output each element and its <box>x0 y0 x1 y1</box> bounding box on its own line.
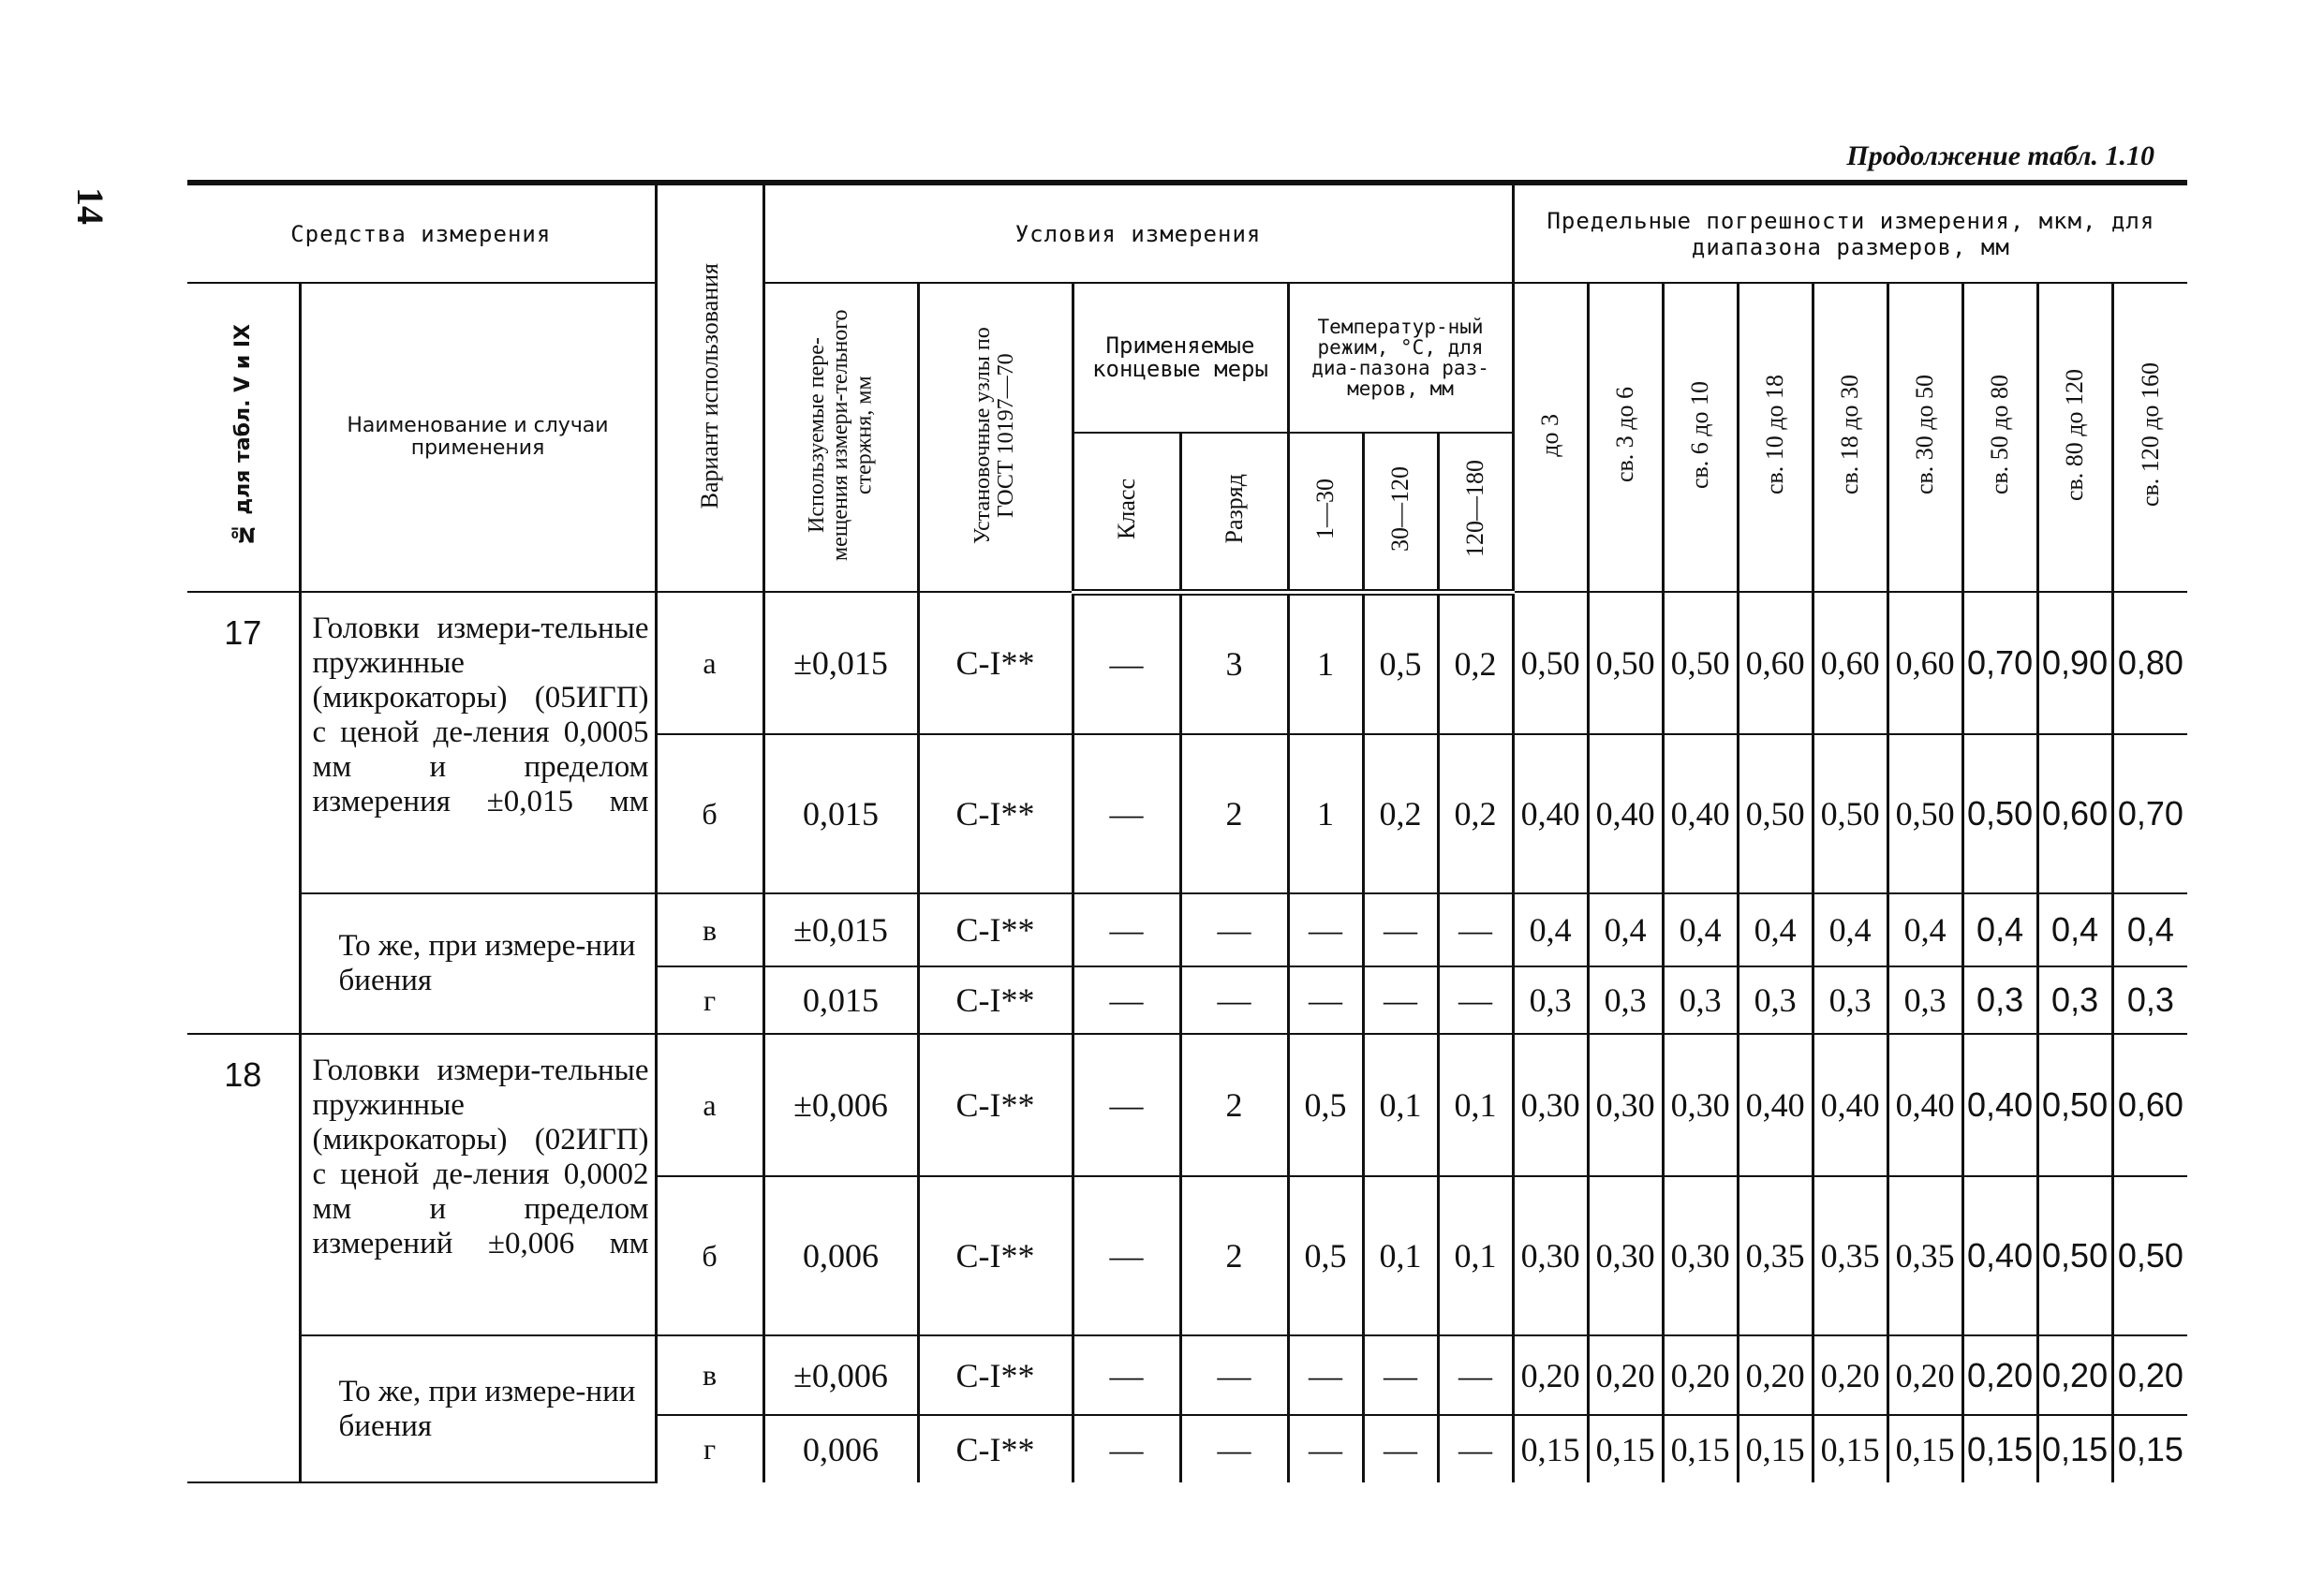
measurement-table <box>187 180 2187 1483</box>
page-number: 14 <box>69 187 111 225</box>
table-row <box>187 893 2187 966</box>
grade-cell: 2 <box>1180 734 1288 893</box>
error-cell: 0,15 <box>1663 1415 1738 1482</box>
error-cell: 0,70 <box>1962 592 2037 734</box>
displacement-cell: ±0,015 <box>763 592 918 734</box>
error-cell: 0,50 <box>1738 734 1813 893</box>
table-row <box>187 1034 2187 1176</box>
variant-cell: г <box>656 1415 763 1482</box>
error-cell: 0,40 <box>1887 1034 1962 1176</box>
instrument-name: Головки измери-тельные пружинные (микрокаторы) (02ИГП) с ценой де-ления 0,0002 мм и пределом измерений ±0,006 мм <box>300 1034 656 1335</box>
instrument-name: То же, при измере-нии биения <box>300 893 656 1034</box>
displacement-cell: ±0,015 <box>763 893 918 966</box>
error-cell: 0,3 <box>1663 966 1738 1034</box>
class-cell: — <box>1073 966 1180 1034</box>
instrument-name: Головки измери-тельные пружинные (микрокаторы) (05ИГП) с ценой де-ления 0,0005 мм и пределом измерения ±0,015 мм <box>300 592 656 893</box>
error-cell: 0,20 <box>1887 1335 1962 1415</box>
error-cell: 0,3 <box>1513 966 1588 1034</box>
error-cell: 0,35 <box>1813 1176 1887 1335</box>
error-cell: 0,50 <box>2037 1034 2112 1176</box>
header-displacement: Используемые пере-мещения измери-тельного стержня, мм <box>763 283 918 592</box>
error-cell: 0,20 <box>2112 1335 2187 1415</box>
error-cell: 0,30 <box>1513 1176 1588 1335</box>
error-cell: 0,40 <box>1962 1176 2037 1335</box>
temp-cell: 1 <box>1288 734 1363 893</box>
header-conditions: Условия измерения <box>763 183 1513 283</box>
temp-cell: 1 <box>1288 592 1363 734</box>
table-row <box>187 592 2187 734</box>
temp-cell: — <box>1288 1415 1363 1482</box>
setup-unit-cell: С-I** <box>918 592 1073 734</box>
setup-unit-cell: С-I** <box>918 1415 1073 1482</box>
error-cell: 0,30 <box>1588 1176 1663 1335</box>
error-cell: 0,40 <box>1588 734 1663 893</box>
temp-cell: 0,1 <box>1363 1034 1438 1176</box>
temp-cell: 0,2 <box>1363 734 1438 893</box>
grade-cell: 2 <box>1180 1034 1288 1176</box>
header-size-range: св. 50 до 80 <box>1962 283 2037 592</box>
setup-unit-cell: С-I** <box>918 893 1073 966</box>
error-cell: 0,60 <box>1813 592 1887 734</box>
error-cell: 0,20 <box>1663 1335 1738 1415</box>
temp-cell: 0,5 <box>1363 592 1438 734</box>
temp-cell: — <box>1438 1415 1513 1482</box>
error-cell: 0,4 <box>1962 893 2037 966</box>
class-cell: — <box>1073 1415 1180 1482</box>
variant-cell: г <box>656 966 763 1034</box>
error-cell: 0,3 <box>2112 966 2187 1034</box>
header-size-range: св. 120 до 160 <box>2112 283 2187 592</box>
grade-cell: — <box>1180 1415 1288 1482</box>
error-cell: 0,15 <box>2037 1415 2112 1482</box>
error-cell: 0,40 <box>1738 1034 1813 1176</box>
error-cell: 0,15 <box>1813 1415 1887 1482</box>
header-class: Класс <box>1073 433 1180 592</box>
error-cell: 0,90 <box>2037 592 2112 734</box>
error-cell: 0,50 <box>1588 592 1663 734</box>
error-cell: 0,60 <box>2112 1034 2187 1176</box>
header-size-range: св. 80 до 120 <box>2037 283 2112 592</box>
header-gauge-blocks: Применяемые концевые меры <box>1073 283 1288 433</box>
error-cell: 0,4 <box>1813 893 1887 966</box>
error-cell: 0,15 <box>1738 1415 1813 1482</box>
temp-cell: 0,2 <box>1438 592 1513 734</box>
grade-cell: 3 <box>1180 592 1288 734</box>
error-cell: 0,30 <box>1663 1034 1738 1176</box>
temp-cell: — <box>1363 1415 1438 1482</box>
header-number: № для табл. V и IX <box>187 283 300 592</box>
class-cell: — <box>1073 734 1180 893</box>
setup-unit-cell: С-I** <box>918 1034 1073 1176</box>
error-cell: 0,35 <box>1738 1176 1813 1335</box>
displacement-cell: ±0,006 <box>763 1034 918 1176</box>
header-size-range: св. 3 до 6 <box>1588 283 1663 592</box>
class-cell: — <box>1073 1335 1180 1415</box>
error-cell: 0,70 <box>2112 734 2187 893</box>
displacement-cell: 0,006 <box>763 1176 918 1335</box>
error-cell: 0,4 <box>1738 893 1813 966</box>
variant-cell: б <box>656 1176 763 1335</box>
error-cell: 0,35 <box>1887 1176 1962 1335</box>
header-variant: Вариант использования <box>656 183 763 592</box>
header-temp-range: 1—30 <box>1288 433 1363 592</box>
error-cell: 0,3 <box>1738 966 1813 1034</box>
table-row <box>187 1335 2187 1415</box>
header-size-range: до 3 <box>1513 283 1588 592</box>
error-cell: 0,15 <box>1962 1415 2037 1482</box>
error-cell: 0,60 <box>1887 592 1962 734</box>
displacement-cell: 0,015 <box>763 734 918 893</box>
grade-cell: 2 <box>1180 1176 1288 1335</box>
error-cell: 0,20 <box>2037 1335 2112 1415</box>
setup-unit-cell: С-I** <box>918 734 1073 893</box>
error-cell: 0,50 <box>2112 1176 2187 1335</box>
temp-cell: 0,1 <box>1438 1176 1513 1335</box>
instrument-name: То же, при измере-нии биения <box>300 1335 656 1482</box>
error-cell: 0,50 <box>1663 592 1738 734</box>
temp-cell: — <box>1438 966 1513 1034</box>
error-cell: 0,50 <box>1962 734 2037 893</box>
error-cell: 0,20 <box>1588 1335 1663 1415</box>
header-means: Средства измерения <box>187 183 656 283</box>
error-cell: 0,40 <box>1813 1034 1887 1176</box>
error-cell: 0,3 <box>1962 966 2037 1034</box>
temp-cell: — <box>1438 893 1513 966</box>
table-caption: Продолжение табл. 1.10 <box>1846 140 2154 171</box>
temp-cell: — <box>1288 893 1363 966</box>
class-cell: — <box>1073 1176 1180 1335</box>
variant-cell: в <box>656 893 763 966</box>
error-cell: 0,4 <box>1513 893 1588 966</box>
setup-unit-cell: С-I** <box>918 1335 1073 1415</box>
error-cell: 0,4 <box>1887 893 1962 966</box>
displacement-cell: 0,015 <box>763 966 918 1034</box>
temp-cell: — <box>1288 1335 1363 1415</box>
error-cell: 0,15 <box>1513 1415 1588 1482</box>
error-cell: 0,50 <box>1887 734 1962 893</box>
error-cell: 0,40 <box>1513 734 1588 893</box>
displacement-cell: ±0,006 <box>763 1335 918 1415</box>
error-cell: 0,30 <box>1663 1176 1738 1335</box>
row-number: 18 <box>187 1034 300 1482</box>
temp-cell: 0,1 <box>1438 1034 1513 1176</box>
error-cell: 0,4 <box>2112 893 2187 966</box>
temp-cell: 0,5 <box>1288 1034 1363 1176</box>
error-cell: 0,4 <box>1588 893 1663 966</box>
displacement-cell: 0,006 <box>763 1415 918 1482</box>
class-cell: — <box>1073 592 1180 734</box>
variant-cell: в <box>656 1335 763 1415</box>
temp-cell: 0,1 <box>1363 1176 1438 1335</box>
grade-cell: — <box>1180 893 1288 966</box>
setup-unit-cell: С-I** <box>918 1176 1073 1335</box>
grade-cell: — <box>1180 966 1288 1034</box>
error-cell: 0,4 <box>1663 893 1738 966</box>
error-cell: 0,60 <box>1738 592 1813 734</box>
header-temp-range: 120—180 <box>1438 433 1513 592</box>
variant-cell: а <box>656 592 763 734</box>
temp-cell: — <box>1288 966 1363 1034</box>
class-cell: — <box>1073 893 1180 966</box>
grade-cell: — <box>1180 1335 1288 1415</box>
error-cell: 0,3 <box>1813 966 1887 1034</box>
temp-cell: — <box>1363 1335 1438 1415</box>
variant-cell: а <box>656 1034 763 1176</box>
header-setup-units: Установочные узлы по ГОСТ 10197—70 <box>918 283 1073 592</box>
temp-cell: — <box>1438 1335 1513 1415</box>
temp-cell: 0,5 <box>1288 1176 1363 1335</box>
error-cell: 0,3 <box>2037 966 2112 1034</box>
variant-cell: б <box>656 734 763 893</box>
temp-cell: — <box>1363 966 1438 1034</box>
error-cell: 0,20 <box>1962 1335 2037 1415</box>
error-cell: 0,80 <box>2112 592 2187 734</box>
error-cell: 0,4 <box>2037 893 2112 966</box>
error-cell: 0,50 <box>2037 1176 2112 1335</box>
error-cell: 0,15 <box>2112 1415 2187 1482</box>
error-cell: 0,20 <box>1513 1335 1588 1415</box>
class-cell: — <box>1073 1034 1180 1176</box>
error-cell: 0,30 <box>1588 1034 1663 1176</box>
header-size-range: св. 18 до 30 <box>1813 283 1887 592</box>
temp-cell: — <box>1363 893 1438 966</box>
error-cell: 0,3 <box>1887 966 1962 1034</box>
temp-cell: 0,2 <box>1438 734 1513 893</box>
setup-unit-cell: С-I** <box>918 966 1073 1034</box>
header-grade: Разряд <box>1180 433 1288 592</box>
error-cell: 0,20 <box>1813 1335 1887 1415</box>
error-cell: 0,20 <box>1738 1335 1813 1415</box>
error-cell: 0,50 <box>1513 592 1588 734</box>
error-cell: 0,50 <box>1813 734 1887 893</box>
error-cell: 0,3 <box>1588 966 1663 1034</box>
error-cell: 0,60 <box>2037 734 2112 893</box>
header-size-range: св. 6 до 10 <box>1663 283 1738 592</box>
error-cell: 0,40 <box>1962 1034 2037 1176</box>
error-cell: 0,40 <box>1663 734 1738 893</box>
error-cell: 0,15 <box>1887 1415 1962 1482</box>
header-size-range: св. 30 до 50 <box>1887 283 1962 592</box>
header-errors: Предельные погрешности измерения, мкм, для диапазона размеров, мм <box>1513 183 2187 283</box>
error-cell: 0,15 <box>1588 1415 1663 1482</box>
header-size-range: св. 10 до 18 <box>1738 283 1813 592</box>
row-number: 17 <box>187 592 300 1034</box>
header-temperature: Температур-ный режим, °С, для диа-пазона раз-меров, мм <box>1288 283 1513 433</box>
error-cell: 0,30 <box>1513 1034 1588 1176</box>
header-temp-range: 30—120 <box>1363 433 1438 592</box>
header-name: Наименование и случаи применения <box>300 283 656 592</box>
